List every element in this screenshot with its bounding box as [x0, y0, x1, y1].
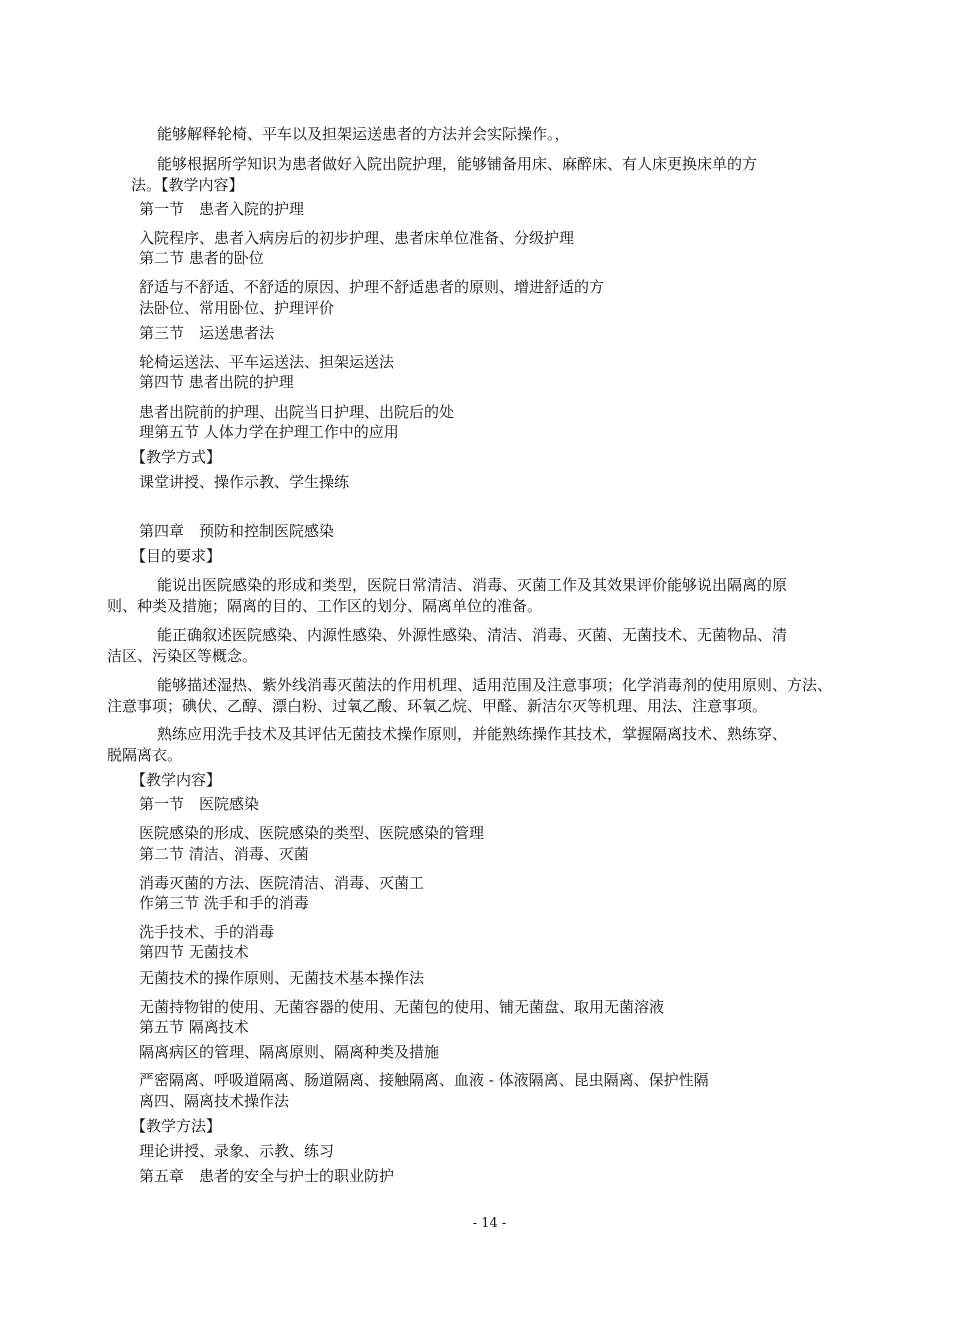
page-number: - 14 -	[472, 1216, 507, 1231]
paragraph-line: 无菌技术的操作原则、无菌技术基本操作法	[139, 969, 425, 987]
paragraph-line: 能够解释轮椅、平车以及担架运送患者的方法并会实际操作。，	[157, 125, 570, 143]
paragraph-line: 消毒灭菌的方法、医院清洁、消毒、灭菌工	[139, 874, 425, 892]
bracket-heading: 【教学方式】	[131, 448, 222, 466]
paragraph-line: 能够描述湿热、紫外线消毒灭菌法的作用机理、适用范围及注意事项；化学消毒剂的使用原则、方法、	[157, 676, 833, 694]
section-heading: 第三节 运送患者法	[139, 324, 275, 342]
section-heading: 第五节 隔离技术	[139, 1018, 249, 1036]
paragraph-line: 舒适与不舒适、不舒适的原因、护理不舒适患者的原则、增进舒适的方	[139, 278, 605, 296]
paragraph-line: 离四、隔离技术操作法	[139, 1092, 290, 1110]
bracket-heading: 【目的要求】	[131, 547, 222, 565]
paragraph-line: 严密隔离、呼吸道隔离、肠道隔离、接触隔离、血液 - 体液隔离、昆虫隔离、保护性隔	[139, 1071, 709, 1089]
paragraph-line: 能说出医院感染的形成和类型，医院日常清洁、消毒、灭菌工作及其效果评价能够说出隔离的原	[157, 576, 788, 594]
paragraph-line: 洁区、污染区等概念。	[107, 647, 258, 665]
chapter-heading: 第四章 预防和控制医院感染	[139, 522, 335, 540]
paragraph-line: 理第五节 人体力学在护理工作中的应用	[139, 423, 399, 441]
paragraph-line: 能正确叙述医院感染、内源性感染、外源性感染、清洁、消毒、灭菌、无菌技术、无菌物品、清	[157, 626, 788, 644]
paragraph-line: 能够根据所学知识为患者做好入院出院护理，能够铺备用床、麻醉床、有人床更换床单的方	[157, 155, 758, 173]
section-heading: 第四节 无菌技术	[139, 943, 249, 961]
section-heading: 第二节 患者的卧位	[139, 249, 264, 267]
paragraph-line: 脱隔离衣。	[107, 746, 183, 764]
paragraph-line: 作第三节 洗手和手的消毒	[139, 894, 309, 912]
paragraph-line: 轮椅运送法、平车运送法、担架运送法	[139, 353, 395, 371]
paragraph-line: 入院程序、患者入病房后的初步护理、患者床单位准备、分级护理	[139, 229, 575, 247]
bracket-heading: 【教学方法】	[131, 1117, 222, 1135]
bracket-heading: 【教学内容】	[131, 771, 222, 789]
paragraph-line: 无菌持物钳的使用、无菌容器的使用、无菌包的使用、铺无菌盘、取用无菌溶液	[139, 998, 665, 1016]
paragraph-line: 熟练应用洗手技术及其评估无菌技术操作原则，并能熟练操作其技术，掌握隔离技术、熟练穿、	[157, 725, 788, 743]
section-heading: 第四节 患者出院的护理	[139, 373, 294, 391]
paragraph-line: 患者出院前的护理、出院当日护理、出院后的处	[139, 403, 455, 421]
chapter-heading: 第五章 患者的安全与护士的职业防护	[139, 1167, 395, 1185]
section-heading: 第一节 患者入院的护理	[139, 200, 305, 218]
paragraph-line: 理论讲授、录象、示教、练习	[139, 1142, 335, 1160]
paragraph-line: 法卧位、常用卧位、护理评价	[139, 299, 335, 317]
paragraph-line: 隔离病区的管理、隔离原则、隔离种类及措施	[139, 1043, 440, 1061]
paragraph-line: 则、种类及措施；隔离的目的、工作区的划分、隔离单位的准备。	[107, 597, 543, 615]
paragraph-line: 法。【教学内容】	[131, 176, 244, 194]
section-heading: 第一节 医院感染	[139, 795, 260, 813]
paragraph-line: 洗手技术、手的消毒	[139, 923, 275, 941]
paragraph-line: 注意事项；碘伏、乙醇、漂白粉、过氧乙酸、环氧乙烷、甲醛、新洁尔灭等机理、用法、注意事项。	[107, 697, 768, 715]
paragraph-line: 医院感染的形成、医院感染的类型、医院感染的管理	[139, 824, 485, 842]
section-heading: 第二节 清洁、消毒、灭菌	[139, 845, 309, 863]
paragraph-line: 课堂讲授、操作示教、学生操练	[139, 473, 350, 491]
